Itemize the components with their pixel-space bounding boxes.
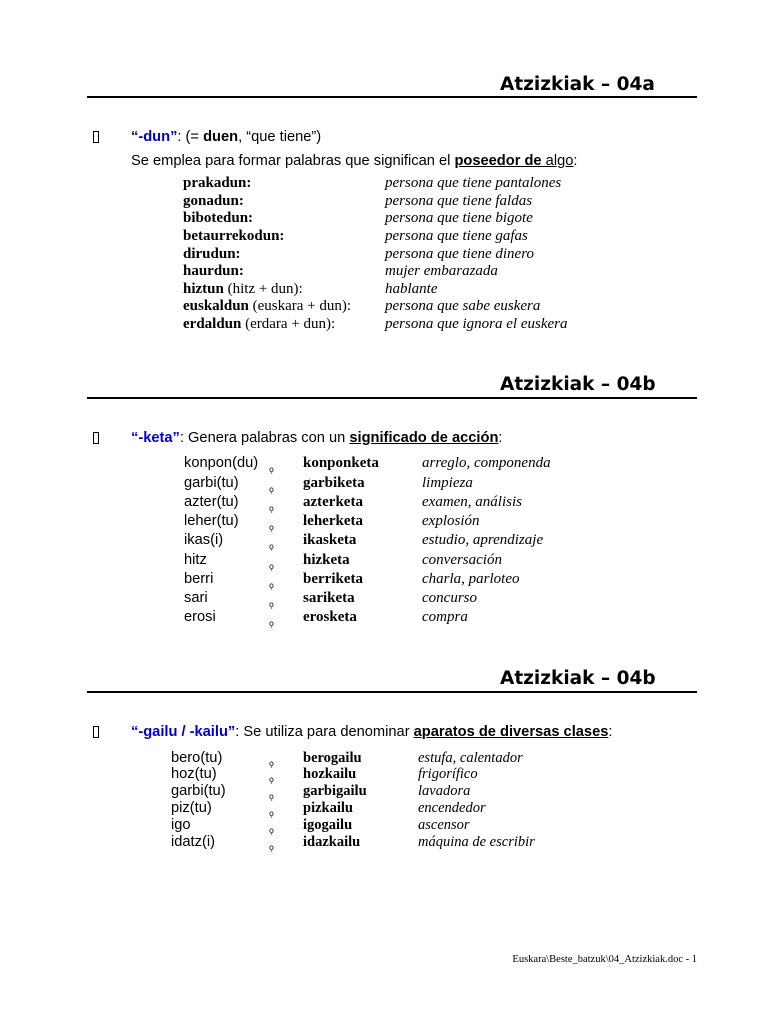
section-title: Atzizkiak – 04b bbox=[500, 668, 656, 689]
table-row bbox=[0, 750, 768, 767]
word-table bbox=[0, 750, 768, 851]
translation: charla, parloteo bbox=[422, 570, 520, 587]
table-row bbox=[0, 210, 768, 228]
definition-text: : (= bbox=[177, 128, 204, 145]
arrow-icon: ǫ bbox=[269, 825, 274, 835]
derived-word: berriketa bbox=[303, 570, 363, 587]
explanation-text: : bbox=[573, 152, 578, 169]
word-meaning: persona que sabe euskera bbox=[385, 298, 541, 315]
derived-word: garbigailu bbox=[303, 783, 367, 800]
suffix-definition bbox=[131, 724, 612, 741]
suffix-definition bbox=[131, 430, 502, 447]
derived-word bbox=[183, 228, 284, 246]
base-word: igo bbox=[171, 816, 191, 833]
table-row bbox=[0, 512, 768, 531]
word-meaning: persona que tiene faldas bbox=[385, 192, 533, 209]
table-row bbox=[0, 193, 768, 211]
bullet-box-icon bbox=[93, 432, 99, 444]
word-meaning: persona que tiene pantalones bbox=[385, 175, 562, 192]
table-row bbox=[0, 493, 768, 512]
word-meaning: persona que ignora el euskera bbox=[385, 315, 568, 332]
arrow-icon: ǫ bbox=[269, 842, 274, 852]
derived-word: erosketa bbox=[303, 609, 357, 626]
translation: lavadora bbox=[418, 783, 471, 800]
table-row bbox=[0, 766, 768, 783]
word-meaning: persona que tiene dinero bbox=[385, 245, 534, 262]
derived-word: igogailu bbox=[303, 816, 353, 833]
table-row bbox=[0, 175, 768, 193]
table-row bbox=[0, 474, 768, 493]
document-footer: Euskara\Beste_batzuk\04_Atzizkiak.doc - 1 bbox=[512, 954, 697, 965]
table-row bbox=[0, 817, 768, 834]
derived-word bbox=[183, 175, 251, 193]
derived-word bbox=[183, 263, 244, 281]
translation: frigorífico bbox=[418, 766, 478, 783]
base-word: konpon(du) bbox=[184, 455, 259, 472]
base-word: garbi(tu) bbox=[171, 783, 226, 800]
word-bold: prakadun: bbox=[183, 175, 252, 192]
base-word: hoz(tu) bbox=[171, 766, 217, 783]
translation: concurso bbox=[422, 590, 477, 607]
section-title: Atzizkiak – 04a bbox=[500, 74, 655, 95]
base-word: hitz bbox=[184, 551, 207, 568]
translation: estudio, aprendizaje bbox=[422, 532, 544, 549]
definition-text: : Genera palabras con un bbox=[179, 429, 350, 446]
suffix-label: “-keta” bbox=[131, 429, 180, 446]
derived-word: ikasketa bbox=[303, 532, 357, 549]
title-rule bbox=[87, 691, 697, 693]
table-row bbox=[0, 531, 768, 550]
translation: conversación bbox=[422, 551, 502, 568]
word-bold: gonadun: bbox=[183, 192, 244, 209]
word-bold: dirudun: bbox=[183, 245, 241, 262]
table-row bbox=[0, 608, 768, 627]
word-bold: hiztun bbox=[183, 280, 224, 297]
translation: explosión bbox=[422, 513, 480, 530]
derived-word bbox=[183, 298, 351, 316]
word-composition: (hitz + dun): bbox=[223, 280, 303, 297]
table-row bbox=[0, 589, 768, 608]
word-bold: haurdun: bbox=[183, 263, 244, 280]
suffix-label: “-dun” bbox=[131, 128, 178, 145]
word-bold: erdaldun bbox=[183, 315, 242, 332]
definition-keyword: aparatos de diversas clases bbox=[413, 723, 609, 740]
arrow-icon: ǫ bbox=[269, 484, 274, 494]
derived-word bbox=[183, 281, 303, 299]
base-word: bero(tu) bbox=[171, 749, 223, 766]
translation: máquina de escribir bbox=[418, 833, 535, 850]
table-row bbox=[0, 281, 768, 299]
base-word: idatz(i) bbox=[171, 833, 215, 850]
arrow-icon: ǫ bbox=[269, 775, 274, 785]
suffix-explanation bbox=[131, 153, 577, 170]
bullet-box-icon bbox=[93, 131, 99, 143]
word-meaning: mujer embarazada bbox=[385, 263, 498, 280]
translation: ascensor bbox=[418, 816, 470, 833]
arrow-icon: ǫ bbox=[269, 580, 274, 590]
explanation-text: Se emplea para formar palabras que significan el bbox=[131, 152, 455, 169]
arrow-icon: ǫ bbox=[269, 542, 274, 552]
definition-text: : bbox=[498, 429, 503, 446]
table-row bbox=[0, 570, 768, 589]
derived-word bbox=[183, 246, 241, 264]
suffix-definition bbox=[131, 129, 321, 146]
derived-word bbox=[183, 210, 253, 228]
table-row bbox=[0, 834, 768, 851]
definition-text: : Se utiliza para denominar bbox=[235, 723, 414, 740]
definition-keyword: significado de acción bbox=[349, 429, 499, 446]
word-table bbox=[0, 454, 768, 627]
word-table bbox=[0, 175, 768, 333]
table-row bbox=[0, 316, 768, 334]
derived-word: leherketa bbox=[303, 513, 363, 530]
derived-word: sariketa bbox=[303, 590, 355, 607]
word-composition: (euskara + dun): bbox=[248, 298, 352, 315]
arrow-icon: ǫ bbox=[269, 465, 274, 475]
word-bold: betaurrekodun: bbox=[183, 227, 285, 244]
translation: limpieza bbox=[422, 474, 473, 491]
base-word: garbi(tu) bbox=[184, 474, 239, 491]
title-rule bbox=[87, 96, 697, 98]
word-meaning: hablante bbox=[385, 280, 438, 297]
suffix-label: “-gailu / -kailu” bbox=[131, 723, 236, 740]
base-word: berri bbox=[184, 570, 214, 587]
explanation-keyword: poseedor de bbox=[454, 152, 542, 169]
arrow-icon: ǫ bbox=[269, 758, 274, 768]
derived-word: garbiketa bbox=[303, 474, 365, 491]
arrow-icon: ǫ bbox=[269, 600, 274, 610]
derived-word bbox=[183, 193, 244, 211]
table-row bbox=[0, 298, 768, 316]
table-row bbox=[0, 246, 768, 264]
table-row bbox=[0, 228, 768, 246]
arrow-icon: ǫ bbox=[269, 792, 274, 802]
section-title: Atzizkiak – 04b bbox=[500, 374, 656, 395]
arrow-icon: ǫ bbox=[269, 523, 274, 533]
arrow-icon: ǫ bbox=[269, 808, 274, 818]
translation: encendedor bbox=[418, 799, 486, 816]
bullet-box-icon bbox=[93, 726, 99, 738]
translation: arreglo, componenda bbox=[422, 455, 551, 472]
definition-text: , “que tiene”) bbox=[238, 128, 322, 145]
derived-word: azterketa bbox=[303, 493, 363, 510]
base-word: piz(tu) bbox=[171, 799, 212, 816]
definition-text: : bbox=[608, 723, 613, 740]
derived-word: hizketa bbox=[303, 551, 350, 568]
word-bold: euskaldun bbox=[183, 298, 249, 315]
arrow-icon: ǫ bbox=[269, 561, 274, 571]
base-word: leher(tu) bbox=[184, 513, 239, 530]
word-composition: (erdara + dun): bbox=[241, 315, 336, 332]
arrow-icon: ǫ bbox=[269, 619, 274, 629]
translation: estufa, calentador bbox=[418, 749, 523, 766]
table-row bbox=[0, 783, 768, 800]
base-word: erosi bbox=[184, 609, 216, 626]
derived-word: hozkailu bbox=[303, 766, 357, 783]
base-word: azter(tu) bbox=[184, 493, 239, 510]
arrow-icon: ǫ bbox=[269, 503, 274, 513]
table-row bbox=[0, 800, 768, 817]
word-meaning: persona que tiene bigote bbox=[385, 210, 533, 227]
explanation-underlined: algo bbox=[541, 152, 574, 169]
table-row bbox=[0, 263, 768, 281]
base-word: sari bbox=[184, 590, 208, 607]
title-rule bbox=[87, 397, 697, 399]
derived-word: berogailu bbox=[303, 749, 362, 766]
derived-word: konponketa bbox=[303, 455, 379, 472]
derived-word: pizkailu bbox=[303, 799, 353, 816]
table-row bbox=[0, 454, 768, 473]
definition-keyword: duen bbox=[203, 128, 239, 145]
base-word: ikas(i) bbox=[184, 532, 224, 549]
word-bold: bibotedun: bbox=[183, 210, 254, 227]
translation: compra bbox=[422, 609, 468, 626]
derived-word: idazkailu bbox=[303, 833, 361, 850]
table-row bbox=[0, 551, 768, 570]
derived-word bbox=[183, 316, 335, 334]
word-meaning: persona que tiene gafas bbox=[385, 227, 528, 244]
translation: examen, análisis bbox=[422, 493, 522, 510]
